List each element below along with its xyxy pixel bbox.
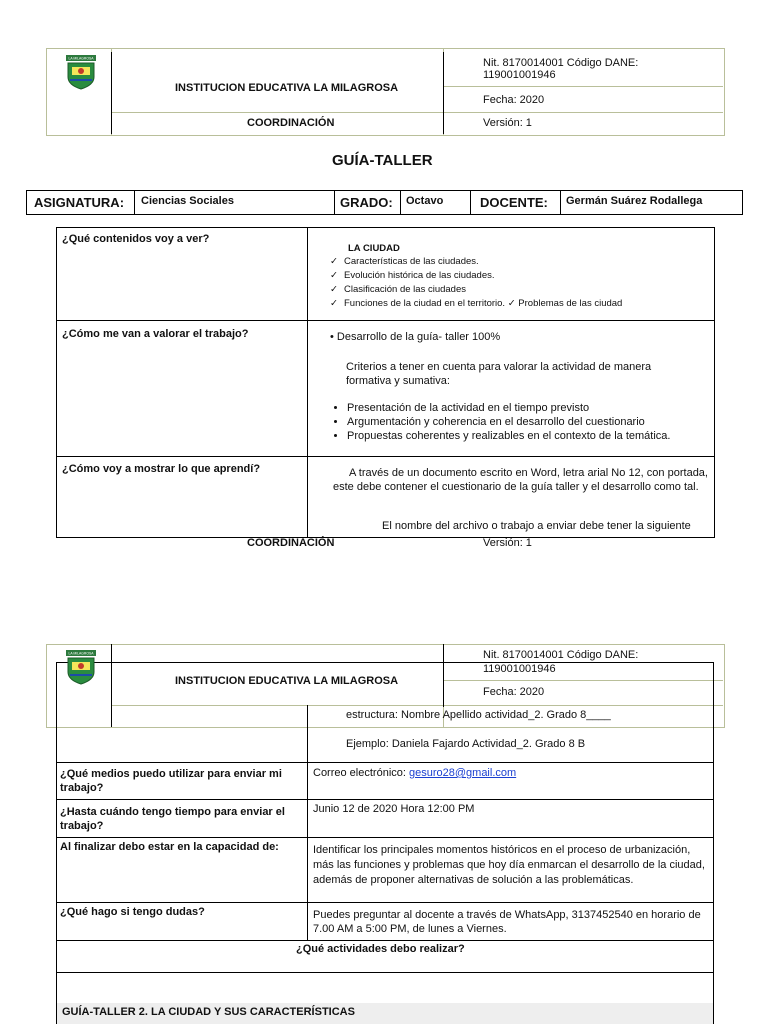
footer-version: Versión: 1 bbox=[483, 537, 532, 549]
estructura-text: estructura: Nombre Apellido actividad_2. Grado 8____ bbox=[346, 709, 611, 721]
footer-coordinacion: COORDINACIÓN bbox=[247, 537, 335, 549]
version-label: Versión: 1 bbox=[483, 117, 532, 129]
page-title: GUÍA-TALLER bbox=[332, 152, 433, 169]
question-dudas: ¿Qué hago si tengo dudas? bbox=[60, 906, 205, 918]
asignatura-label: ASIGNATURA: bbox=[34, 195, 125, 210]
question-medios: ¿Qué medios puedo utilizar para enviar mi trabajo? bbox=[60, 768, 282, 794]
school-logo-icon bbox=[64, 650, 98, 686]
docente-value: Germán Suárez Rodallega bbox=[566, 195, 703, 207]
question-hasta: ¿Hasta cuándo tengo tiempo para enviar el trabajo? bbox=[60, 806, 285, 832]
answer-valorar-main: • Desarrollo de la guía- taller 100% bbox=[330, 331, 501, 343]
grado-value: Octavo bbox=[406, 195, 444, 207]
topics-list bbox=[330, 255, 710, 311]
section-title: GUÍA-TALLER 2. LA CIUDAD Y SUS CARACTERÍSTICAS bbox=[62, 1006, 355, 1018]
topic-item: ✓ Características de las ciudades. bbox=[330, 255, 710, 269]
nit-line-2: 119001001946 bbox=[483, 69, 556, 81]
topic-title: LA CIUDAD bbox=[348, 243, 400, 254]
answer-medios bbox=[313, 767, 516, 779]
answer-valorar-criteria: Criterios a tener en cuenta para valorar la actividad de manera formativa y sumativa: bbox=[346, 361, 652, 387]
topic-item: ✓ Clasificación de las ciudades bbox=[330, 283, 710, 297]
logo-text: LA MILAGROSA bbox=[68, 651, 94, 656]
criteria-item: • Propuestas coherentes y realizables en el contexto de la temática. bbox=[347, 429, 712, 443]
asignatura-value: Ciencias Sociales bbox=[141, 195, 234, 207]
email-link[interactable]: gesuro28@gmail.com bbox=[409, 767, 517, 779]
answer-dudas: Puedes preguntar al docente a través de WhatsApp, 3137452540 en horario de 7.00 AM a 5:00 PM, de lunes a Viernes. bbox=[313, 909, 701, 935]
question-contenidos: ¿Qué contenidos voy a ver? bbox=[62, 233, 210, 245]
nit-line-2: 119001001946 bbox=[483, 663, 556, 675]
logo-text: LA MILAGROSA bbox=[68, 56, 94, 61]
question-capacidad: Al finalizar debo estar en la capacidad de: bbox=[60, 841, 279, 853]
actividades-heading: ¿Qué actividades debo realizar? bbox=[296, 943, 465, 955]
criteria-list bbox=[332, 401, 712, 443]
nit-line-1: Nit. 8170014001 Código DANE: bbox=[483, 57, 639, 69]
nit-line-1: Nit. 8170014001 Código DANE: bbox=[483, 649, 639, 661]
answer-hasta: Junio 12 de 2020 Hora 12:00 PM bbox=[313, 803, 475, 815]
docente-label: DOCENTE: bbox=[480, 195, 548, 210]
institution-name: INSTITUCION EDUCATIVA LA MILAGROSA bbox=[175, 82, 399, 94]
topic-item: ✓ Funciones de la ciudad en el territorio. ✓ Problemas de las ciudad bbox=[330, 297, 710, 311]
answer-capacidad: Identificar los principales momentos históricos en el proceso de urbanización, más las funciones y problemas que hoy día enmarcan el desarrollo de la ciudad, además de proponer alternativas de solución a las problemáticas. bbox=[313, 844, 705, 886]
answer-mostrar: A través de un documento escrito en Word, letra arial No 12, con portada, este debe contener el cuestionario de la guía taller y el desarrollo como tal. bbox=[333, 467, 708, 493]
school-logo-icon bbox=[64, 55, 98, 91]
grado-label: GRADO: bbox=[340, 195, 393, 210]
question-mostrar: ¿Cómo voy a mostrar lo que aprendí? bbox=[62, 463, 261, 475]
topic-item: ✓ Evolución histórica de las ciudades. bbox=[330, 269, 710, 283]
coordinacion-label: COORDINACIÓN bbox=[247, 117, 335, 129]
answer-medios-prefix: Correo electrónico: bbox=[313, 767, 409, 779]
answer-mostrar-tail: El nombre del archivo o trabajo a enviar debe tener la siguiente bbox=[382, 520, 691, 532]
institution-name: INSTITUCION EDUCATIVA LA MILAGROSA bbox=[175, 675, 399, 687]
criteria-item: • Presentación de la actividad en el tiempo previsto bbox=[347, 401, 712, 415]
ejemplo-text: Ejemplo: Daniela Fajardo Actividad_2. Grado 8 B bbox=[346, 738, 586, 750]
criteria-item: • Argumentación y coherencia en el desarrollo del cuestionario bbox=[347, 415, 712, 429]
fecha-label: Fecha: 2020 bbox=[483, 94, 545, 106]
question-valorar: ¿Cómo me van a valorar el trabajo? bbox=[62, 328, 249, 340]
fecha-label: Fecha: 2020 bbox=[483, 686, 545, 698]
